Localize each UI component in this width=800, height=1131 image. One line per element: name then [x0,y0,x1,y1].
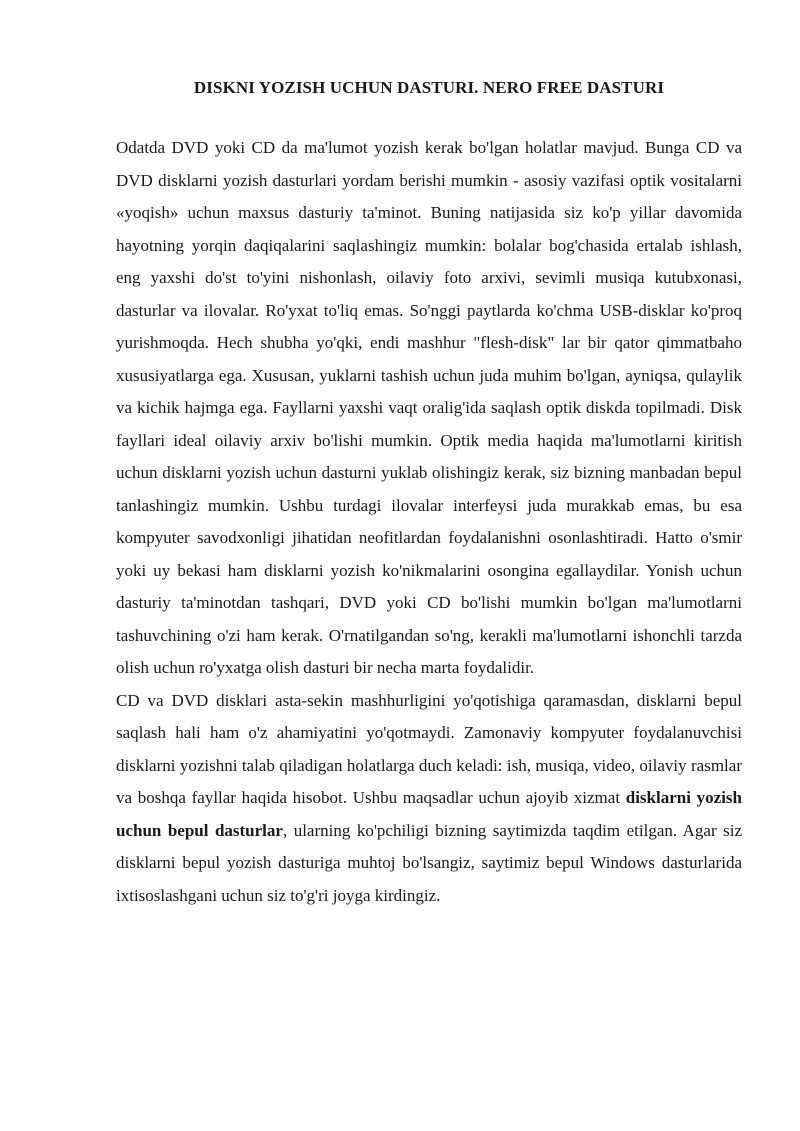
document-title: DISKNI YOZISH UCHUN DASTURI. NERO FREE DASTURI [193,78,665,97]
paragraph-2-text-end: , ularning ko'pchiligi bizning saytimizda taqdim etilgan. Agar siz disklarni bepul yozish dasturiga muhtoj bo'lsangiz, saytimiz bepul Windows dasturlarida ixtisoslashgani uchun siz to'g'ri joyga kirdingiz. [116,820,743,905]
paragraph-2-text-start: CD va DVD disklari asta-sekin mashhurligini yo'qotishiga qaramasdan, disklarni bepul saqlash hali ham o'z ahamiyatini yo'qotmaydi. Zamonaviy kompyuter foydalanuvchisi disklarni yozishni talab qiladigan holatlarga duch keladi: ish, musiqa, video, oilaviy rasmlar va boshqa fayllar haqida hisobot. Ushbu maqsadlar uchun ajoyib xizmat [116,690,742,807]
paragraph-2-bold-phrase: disklarni yozish uchun bepul dasturlar [116,788,742,840]
paragraph-2 [116,685,742,913]
paragraph-1: Odatda DVD yoki CD da ma'lumot yozish kerak bo'lgan holatlar mavjud. Bunga CD va DVD disklarni yozish dasturlari yordam berishi mumkin - asosiy vazifasi optik vositalarni «yoqish» uchun maxsus dasturiy ta'minot. Buning natijasida siz ko'p yillar davomida hayotning yorqin daqiqalarini saqlashingiz mumkin: bolalar bog'chasida ertalab ishlash, eng yaxshi do'st to'yini nishonlash, oilaviy foto arxivi, sevimli musiqa kutubxonasi, dasturlar va ilovalar. Ro'yxat to'liq emas. So'nggi paytlarda ko'chma USB-disklar ko'proq yurishmoqda. Hech shubha yo'qki, endi mashhur "flesh-disk" lar bir qator qimmatbaho xususiyatlarga ega. Xususan, yuklarni tashish uchun juda muhim bo'lgan, ayniqsa, qulaylik va kichik hajmga ega. Fayllarni yaxshi vaqt oralig'ida saqlash optik diskda topilmadi. Disk fayllari ideal oilaviy arxiv bo'lishi mumkin. Optik media haqida ma'lumotlarni kiritish uchun disklarni yozish uchun dasturni yuklab olishingiz kerak, siz bizning manbadan bepul tanlashingiz mumkin. Ushbu turdagi ilovalar interfeysi juda murakkab emas, bu esa kompyuter savodxonligi jihatidan neofitlardan foydalanishni osonlashtiradi. Hatto o'smir yoki uy bekasi ham disklarni yozish ko'nikmalarini osongina egallaydilar. Yonish uchun dasturiy ta'minotdan tashqari, DVD yoki CD bo'lishi mumkin bo'lgan ma'lumotlarni tashuvchining o'zi ham kerak. O'rnatilgandan so'ng, kerakli ma'lumotlarni ishonchli tarzda olish uchun ro'yxatga olish dasturi bir necha marta foydalidir. [116,138,742,677]
document-page [116,76,742,912]
